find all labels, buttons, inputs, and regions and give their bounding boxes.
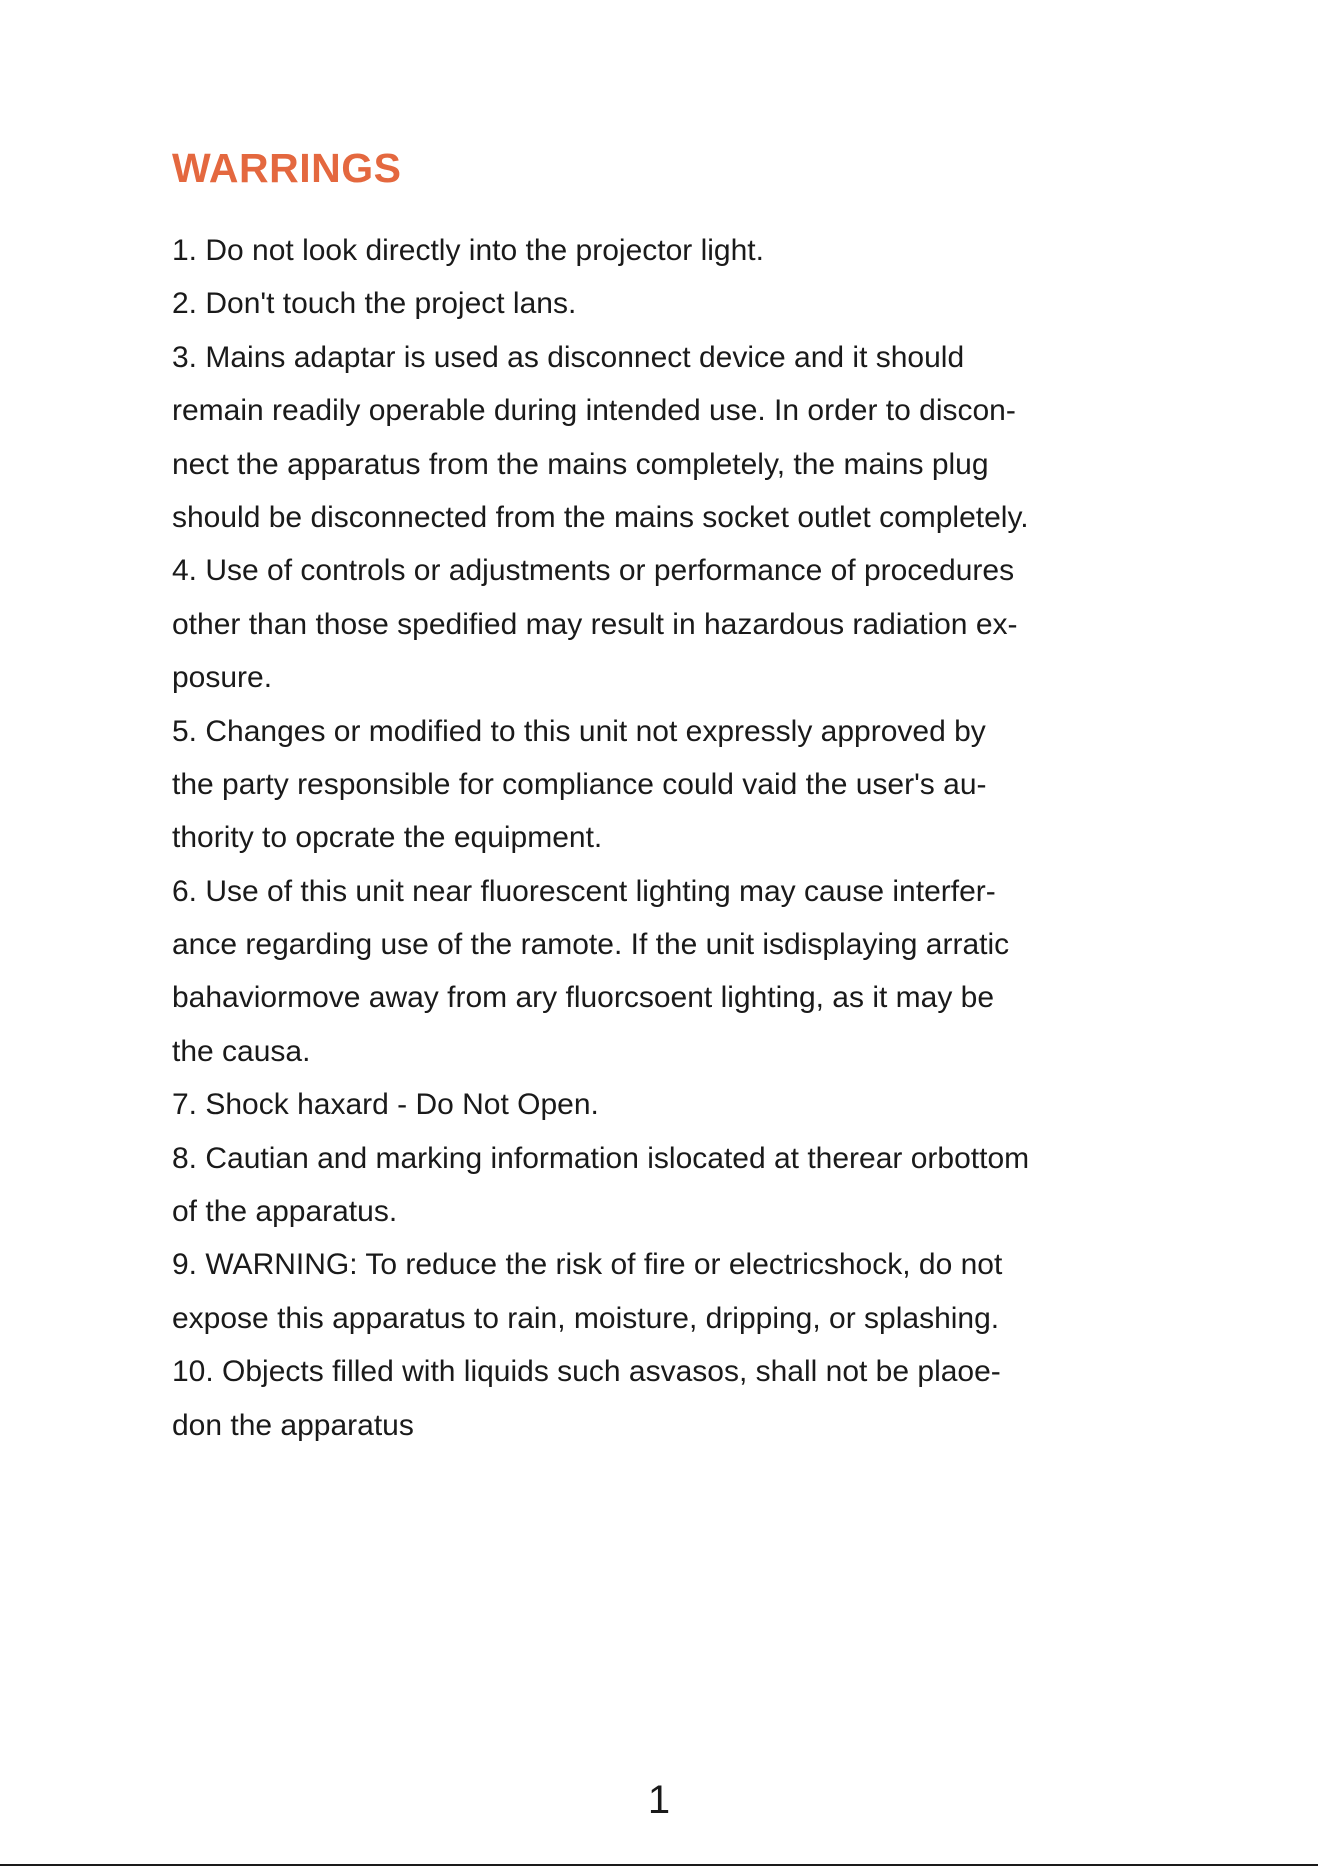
page-number: 1: [647, 1778, 671, 1822]
text-line: 1. Do not look directly into the projector light.: [172, 234, 764, 267]
text-line: bahaviormove away from ary fluorcsoent lighting, as it may be: [172, 981, 995, 1015]
text-line: 5. Changes or modified to this unit not expressly approved by: [172, 714, 986, 748]
text-line: 6. Use of this unit near fluorescent lighting may cause interfer-: [172, 874, 996, 908]
page-title: WARRINGS: [172, 145, 402, 191]
text-line: 2. Don't touch the project lans.: [172, 287, 577, 321]
text-line: the party responsible for compliance could vaid the user's au-: [172, 767, 987, 801]
text-line: nect the apparatus from the mains completely, the mains plug: [172, 447, 989, 481]
text-line: expose this apparatus to rain, moisture, dripping, or splashing.: [172, 1301, 1000, 1335]
warnings-text: [172, 224, 1172, 1452]
text-line: should be disconnected from the mains socket outlet completely.: [172, 500, 1029, 534]
text-line: thority to opcrate the equipment.: [172, 821, 603, 855]
text-line: posure.: [172, 661, 273, 695]
text-line: remain readily operable during intended use. In order to discon-: [172, 394, 1016, 428]
text-line: other than those spedified may result in hazardous radiation ex-: [172, 607, 1018, 641]
text-line: don the apparatus: [172, 1408, 414, 1442]
text-line: the causa.: [172, 1034, 311, 1068]
text-line: 10. Objects filled with liquids such asvasos, shall not be plaoe-: [172, 1355, 1001, 1389]
text-line: ance regarding use of the ramote. If the unit isdisplaying arratic: [172, 928, 1010, 962]
text-line: 8. Cautian and marking information islocated at therear orbottom: [172, 1141, 1030, 1175]
text-line: of the apparatus.: [172, 1195, 398, 1229]
text-line: 9. WARNING: To reduce the risk of fire or electricshock, do not: [172, 1248, 1003, 1282]
text-line: 4. Use of controls or adjustments or performance of procedures: [172, 554, 1015, 588]
text-line: 7. Shock haxard - Do Not Open.: [172, 1088, 599, 1122]
text-line: 3. Mains adaptar is used as disconnect device and it should: [172, 340, 965, 374]
